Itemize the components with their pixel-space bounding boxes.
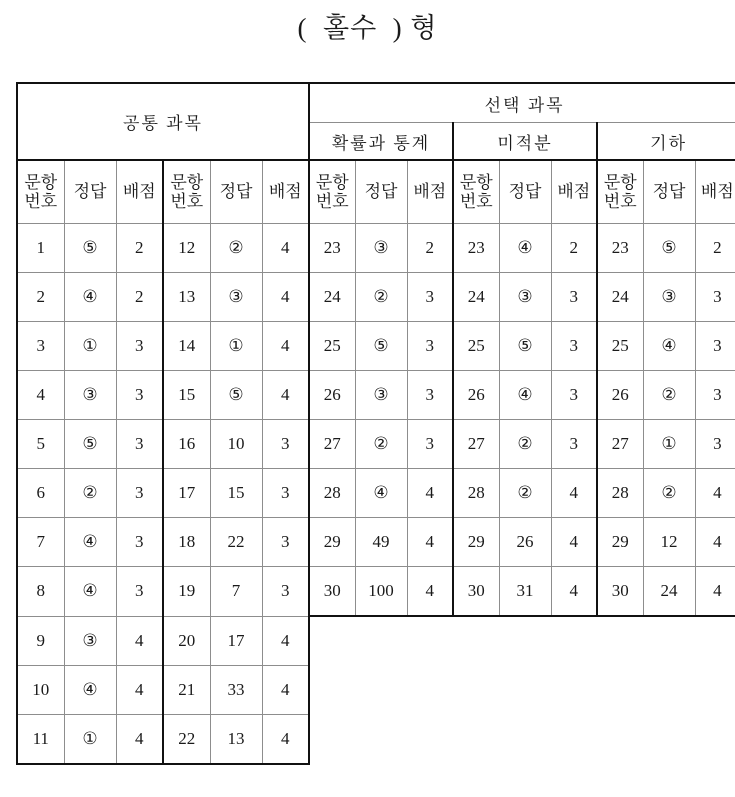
calculus-answer-30: 31 bbox=[499, 567, 551, 617]
common1-answer-6: ② bbox=[64, 469, 116, 518]
common2-points-22: 4 bbox=[262, 714, 309, 764]
col-header-line1: 문항 bbox=[315, 172, 349, 192]
common2-question-number-21: 21 bbox=[163, 665, 210, 714]
subject-header-probability-statistics: 확률과 통계 bbox=[309, 123, 453, 161]
common1-question-number-6: 6 bbox=[17, 469, 64, 518]
calculus-points-28: 4 bbox=[551, 469, 597, 518]
calculus-answer-27: ② bbox=[499, 420, 551, 469]
table-row bbox=[17, 224, 735, 273]
common1-answer-3: ① bbox=[64, 322, 116, 371]
common1-answer-2: ④ bbox=[64, 273, 116, 322]
col-header-line2: 번호 bbox=[24, 192, 58, 211]
common1-question-number-2: 2 bbox=[17, 273, 64, 322]
common2-answer-18: 22 bbox=[210, 518, 262, 567]
common2-answer-20: 17 bbox=[210, 616, 262, 665]
col-header-line1: 문항 bbox=[459, 172, 493, 192]
common1-points-8: 3 bbox=[116, 567, 163, 617]
geometry-answer-29: 12 bbox=[643, 518, 695, 567]
common2-points-16: 3 bbox=[262, 420, 309, 469]
col-header-answer-common-2: 정답 bbox=[210, 160, 262, 224]
calculus-answer-26: ④ bbox=[499, 371, 551, 420]
group-header-row bbox=[17, 83, 735, 123]
common1-points-7: 3 bbox=[116, 518, 163, 567]
table-row bbox=[17, 371, 735, 420]
col-header-points-probability-statistics: 배점 bbox=[407, 160, 453, 224]
subject-header-geometry: 기하 bbox=[597, 123, 735, 161]
common2-question-number-14: 14 bbox=[163, 322, 210, 371]
probability_statistics-question-number-25: 25 bbox=[309, 322, 355, 371]
common2-points-21: 4 bbox=[262, 665, 309, 714]
calculus-points-26: 3 bbox=[551, 371, 597, 420]
col-header-question-no-common-1 bbox=[17, 160, 64, 224]
geometry-points-23: 2 bbox=[695, 224, 735, 273]
common1-question-number-10: 10 bbox=[17, 665, 64, 714]
group-header-common: 공통 과목 bbox=[17, 83, 309, 160]
common1-points-11: 4 bbox=[116, 714, 163, 764]
geometry-question-number-30: 30 bbox=[597, 567, 643, 617]
col-header-line1: 문항 bbox=[170, 172, 204, 192]
geometry-question-number-29: 29 bbox=[597, 518, 643, 567]
common1-points-9: 4 bbox=[116, 616, 163, 665]
calculus-question-number-29: 29 bbox=[453, 518, 499, 567]
calculus-question-number-28: 28 bbox=[453, 469, 499, 518]
geometry-points-26: 3 bbox=[695, 371, 735, 420]
probability_statistics-answer-28: ④ bbox=[355, 469, 407, 518]
common2-answer-14: ① bbox=[210, 322, 262, 371]
geometry-points-28: 4 bbox=[695, 469, 735, 518]
geometry-answer-25: ④ bbox=[643, 322, 695, 371]
common1-answer-8: ④ bbox=[64, 567, 116, 617]
col-header-question-no-common-2 bbox=[163, 160, 210, 224]
geometry-question-number-28: 28 bbox=[597, 469, 643, 518]
col-header-line2: 번호 bbox=[170, 192, 204, 211]
common1-question-number-9: 9 bbox=[17, 616, 64, 665]
common1-question-number-8: 8 bbox=[17, 567, 64, 617]
group-header-elective: 선택 과목 bbox=[309, 83, 735, 123]
table-row bbox=[17, 469, 735, 518]
common2-points-12: 4 bbox=[262, 224, 309, 273]
common2-points-17: 3 bbox=[262, 469, 309, 518]
calculus-points-24: 3 bbox=[551, 273, 597, 322]
probability_statistics-points-24: 3 bbox=[407, 273, 453, 322]
common1-points-4: 3 bbox=[116, 371, 163, 420]
common1-points-6: 3 bbox=[116, 469, 163, 518]
table-row bbox=[17, 322, 735, 371]
common1-question-number-1: 1 bbox=[17, 224, 64, 273]
calculus-answer-29: 26 bbox=[499, 518, 551, 567]
common2-answer-17: 15 bbox=[210, 469, 262, 518]
geometry-question-number-26: 26 bbox=[597, 371, 643, 420]
calculus-question-number-30: 30 bbox=[453, 567, 499, 617]
geometry-question-number-25: 25 bbox=[597, 322, 643, 371]
calculus-answer-24: ③ bbox=[499, 273, 551, 322]
common2-answer-22: 13 bbox=[210, 714, 262, 764]
probability_statistics-points-28: 4 bbox=[407, 469, 453, 518]
calculus-points-23: 2 bbox=[551, 224, 597, 273]
common2-points-19: 3 bbox=[262, 567, 309, 617]
common1-answer-9: ③ bbox=[64, 616, 116, 665]
geometry-points-29: 4 bbox=[695, 518, 735, 567]
probability_statistics-question-number-27: 27 bbox=[309, 420, 355, 469]
common1-question-number-3: 3 bbox=[17, 322, 64, 371]
geometry-answer-27: ① bbox=[643, 420, 695, 469]
column-header-row bbox=[17, 160, 735, 224]
geometry-answer-26: ② bbox=[643, 371, 695, 420]
common2-answer-16: 10 bbox=[210, 420, 262, 469]
probability_statistics-answer-29: 49 bbox=[355, 518, 407, 567]
col-header-points-geometry: 배점 bbox=[695, 160, 735, 224]
common1-question-number-11: 11 bbox=[17, 714, 64, 764]
common1-answer-4: ③ bbox=[64, 371, 116, 420]
empty-area bbox=[309, 714, 735, 764]
geometry-points-25: 3 bbox=[695, 322, 735, 371]
page-title: ( 홀수 ) 형 bbox=[297, 13, 438, 43]
probability_statistics-points-29: 4 bbox=[407, 518, 453, 567]
geometry-answer-28: ② bbox=[643, 469, 695, 518]
probability_statistics-answer-26: ③ bbox=[355, 371, 407, 420]
col-header-answer-geometry: 정답 bbox=[643, 160, 695, 224]
geometry-question-number-27: 27 bbox=[597, 420, 643, 469]
geometry-question-number-24: 24 bbox=[597, 273, 643, 322]
probability_statistics-question-number-24: 24 bbox=[309, 273, 355, 322]
probability_statistics-points-30: 4 bbox=[407, 567, 453, 617]
common1-points-3: 3 bbox=[116, 322, 163, 371]
calculus-question-number-24: 24 bbox=[453, 273, 499, 322]
col-header-line1: 문항 bbox=[603, 172, 637, 192]
common1-points-10: 4 bbox=[116, 665, 163, 714]
table-row bbox=[17, 616, 735, 665]
table-row bbox=[17, 714, 735, 764]
table-row bbox=[17, 567, 735, 617]
common2-answer-19: 7 bbox=[210, 567, 262, 617]
common1-answer-7: ④ bbox=[64, 518, 116, 567]
col-header-question-no-probability-statistics bbox=[309, 160, 355, 224]
geometry-points-24: 3 bbox=[695, 273, 735, 322]
common2-answer-12: ② bbox=[210, 224, 262, 273]
common1-answer-11: ① bbox=[64, 714, 116, 764]
probability_statistics-points-27: 3 bbox=[407, 420, 453, 469]
answer-key-grid bbox=[16, 82, 735, 765]
probability_statistics-question-number-26: 26 bbox=[309, 371, 355, 420]
calculus-points-30: 4 bbox=[551, 567, 597, 617]
answer-key-table bbox=[16, 82, 734, 748]
probability_statistics-answer-23: ③ bbox=[355, 224, 407, 273]
empty-area bbox=[309, 616, 735, 665]
table-row bbox=[17, 420, 735, 469]
probability_statistics-question-number-28: 28 bbox=[309, 469, 355, 518]
col-header-question-no-geometry bbox=[597, 160, 643, 224]
col-header-answer-common-1: 정답 bbox=[64, 160, 116, 224]
common2-points-20: 4 bbox=[262, 616, 309, 665]
common2-answer-15: ⑤ bbox=[210, 371, 262, 420]
probability_statistics-question-number-23: 23 bbox=[309, 224, 355, 273]
calculus-answer-23: ④ bbox=[499, 224, 551, 273]
common1-points-2: 2 bbox=[116, 273, 163, 322]
empty-area bbox=[309, 665, 735, 714]
subject-header-calculus: 미적분 bbox=[453, 123, 597, 161]
probability_statistics-question-number-30: 30 bbox=[309, 567, 355, 617]
common2-question-number-17: 17 bbox=[163, 469, 210, 518]
common2-question-number-20: 20 bbox=[163, 616, 210, 665]
calculus-question-number-25: 25 bbox=[453, 322, 499, 371]
geometry-points-27: 3 bbox=[695, 420, 735, 469]
geometry-answer-23: ⑤ bbox=[643, 224, 695, 273]
calculus-points-27: 3 bbox=[551, 420, 597, 469]
common1-answer-5: ⑤ bbox=[64, 420, 116, 469]
common2-question-number-16: 16 bbox=[163, 420, 210, 469]
probability_statistics-answer-27: ② bbox=[355, 420, 407, 469]
common1-answer-1: ⑤ bbox=[64, 224, 116, 273]
calculus-points-25: 3 bbox=[551, 322, 597, 371]
geometry-question-number-23: 23 bbox=[597, 224, 643, 273]
common1-question-number-5: 5 bbox=[17, 420, 64, 469]
common2-answer-13: ③ bbox=[210, 273, 262, 322]
probability_statistics-points-26: 3 bbox=[407, 371, 453, 420]
common2-question-number-12: 12 bbox=[163, 224, 210, 273]
col-header-points-common-2: 배점 bbox=[262, 160, 309, 224]
geometry-points-30: 4 bbox=[695, 567, 735, 617]
col-header-points-calculus: 배점 bbox=[551, 160, 597, 224]
common2-question-number-15: 15 bbox=[163, 371, 210, 420]
table-row bbox=[17, 273, 735, 322]
col-header-line2: 번호 bbox=[603, 192, 637, 211]
common1-points-5: 3 bbox=[116, 420, 163, 469]
probability_statistics-answer-24: ② bbox=[355, 273, 407, 322]
calculus-question-number-27: 27 bbox=[453, 420, 499, 469]
calculus-answer-25: ⑤ bbox=[499, 322, 551, 371]
common1-question-number-7: 7 bbox=[17, 518, 64, 567]
common2-question-number-22: 22 bbox=[163, 714, 210, 764]
common1-answer-10: ④ bbox=[64, 665, 116, 714]
col-header-answer-probability-statistics: 정답 bbox=[355, 160, 407, 224]
col-header-answer-calculus: 정답 bbox=[499, 160, 551, 224]
common2-question-number-13: 13 bbox=[163, 273, 210, 322]
probability_statistics-answer-25: ⑤ bbox=[355, 322, 407, 371]
geometry-answer-24: ③ bbox=[643, 273, 695, 322]
probability_statistics-points-25: 3 bbox=[407, 322, 453, 371]
calculus-question-number-26: 26 bbox=[453, 371, 499, 420]
probability_statistics-points-23: 2 bbox=[407, 224, 453, 273]
table-row bbox=[17, 518, 735, 567]
common2-answer-21: 33 bbox=[210, 665, 262, 714]
col-header-question-no-calculus bbox=[453, 160, 499, 224]
col-header-line2: 번호 bbox=[459, 192, 493, 211]
probability_statistics-question-number-29: 29 bbox=[309, 518, 355, 567]
common2-points-18: 3 bbox=[262, 518, 309, 567]
common2-points-13: 4 bbox=[262, 273, 309, 322]
col-header-points-common-1: 배점 bbox=[116, 160, 163, 224]
calculus-question-number-23: 23 bbox=[453, 224, 499, 273]
common2-question-number-18: 18 bbox=[163, 518, 210, 567]
common2-question-number-19: 19 bbox=[163, 567, 210, 617]
col-header-line1: 문항 bbox=[24, 172, 58, 192]
common2-points-15: 4 bbox=[262, 371, 309, 420]
calculus-answer-28: ② bbox=[499, 469, 551, 518]
calculus-points-29: 4 bbox=[551, 518, 597, 567]
probability_statistics-answer-30: 100 bbox=[355, 567, 407, 617]
table-row bbox=[17, 665, 735, 714]
common1-points-1: 2 bbox=[116, 224, 163, 273]
col-header-line2: 번호 bbox=[315, 192, 349, 211]
geometry-answer-30: 24 bbox=[643, 567, 695, 617]
common2-points-14: 4 bbox=[262, 322, 309, 371]
common1-question-number-4: 4 bbox=[17, 371, 64, 420]
